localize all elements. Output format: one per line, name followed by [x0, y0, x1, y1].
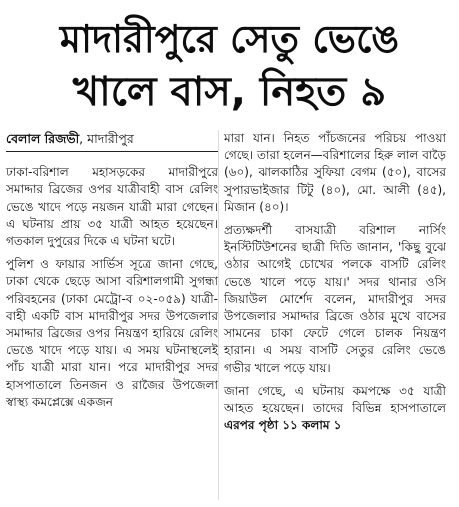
left-column	[6, 130, 218, 417]
right-paragraph-1: মারা যান। নিহত পাঁচজনের পরিচয় পাওয়া গেছে। তারা হলেন—বরিশালের হিরু লাল বাড়ৈ (৬০), ঝালকাঠির সুফিয়া বেগম (৫০), বাসের সুপারভাইজার টিটু (৪০), মো. আলী (৪৫), মিজান (৪০)।	[224, 131, 446, 214]
byline	[6, 130, 218, 152]
headline-line-1: মাদারীপুরে সেতু ভেঙে	[59, 17, 400, 61]
right-paragraph-3	[224, 383, 446, 435]
byline-location: মাদারীপুর	[87, 131, 134, 146]
left-paragraph-2: পুলিশ ও ফায়ার সার্ভিস সূত্রে জানা গেছে, ঢাকা থেকে ছেড়ে আসা বরিশালগামী সুগন্ধা পরিবহনের (ঢাকা মেট্রো-ব ০২-০৫৯) যাত্রী-বাহী একটি বাস মাদারীপুর সদর উপজেলার সমাদ্দার ব্রিজের ওপর নিয়ন্ত্রণ হারিয়ে রেলিং ভেঙে খাদে পড়ে যায়। এ সময় ঘটনাস্থলেই পাঁচ যাত্রী মারা যান। পরে মাদারীপুর সদর হাসপাতালে তিনজন ও রাজৈর উপজেলা স্বাস্থ্য কমপ্লেক্সে একজন	[6, 257, 218, 409]
right-paragraph-2: প্রত্যক্ষদর্শী বাসযাত্রী বরিশাল নার্সিং ইনস্টিটিউশনের ছাত্রী দিতি জানান, 'কিছু বুঝে ওঠার আগেই চোখের পলকে বাসটি রেলিং ভেঙে খালে পড়ে যায়।' সদর থানার ওসি জিয়াউল মোর্শেদ বলেন, মাদারীপুর সদর উপজেলার সমাদ্দার ব্রিজে ওঠার মুখে বাসের সামনের চাকা ফেটে গেলে চালক নিয়ন্ত্রণ হারান। এ সময় বাসটি সেতুর রেলিং ভেঙে গভীর খালে পড়ে যায়।	[224, 223, 446, 375]
byline-author: বেলাল রিজভী	[6, 131, 80, 146]
byline-separator: ,	[79, 131, 88, 146]
continuation-jump: এরপর পৃষ্ঠা ১১ কলাম ১	[224, 418, 342, 433]
right-column	[224, 130, 446, 440]
column-divider	[218, 130, 219, 500]
headline-line-2: খালে বাস, নিহত ৯	[72, 69, 387, 115]
right-paragraph-3-text: জানা গেছে, এ ঘটনায় কমপক্ষে ৩৫ যাত্রী আহত হয়েছেন। তাদের বিভিন্ন হাসপাতালে	[224, 383, 446, 416]
left-paragraph-1: ঢাকা-বরিশাল মহাসড়কের মাদারীপুরে সমাদ্দার ব্রিজের ওপর যাত্রীবাহী বাস রেলিং ভেঙে খাদে পড়ে নয়জন যাত্রী মারা গেছেন। এ ঘটনায় প্রায় ৩৫ যাত্রী আহত হয়েছেন। গতকাল দুপুরের দিকে এ ঘটনা ঘটে।	[6, 165, 218, 249]
